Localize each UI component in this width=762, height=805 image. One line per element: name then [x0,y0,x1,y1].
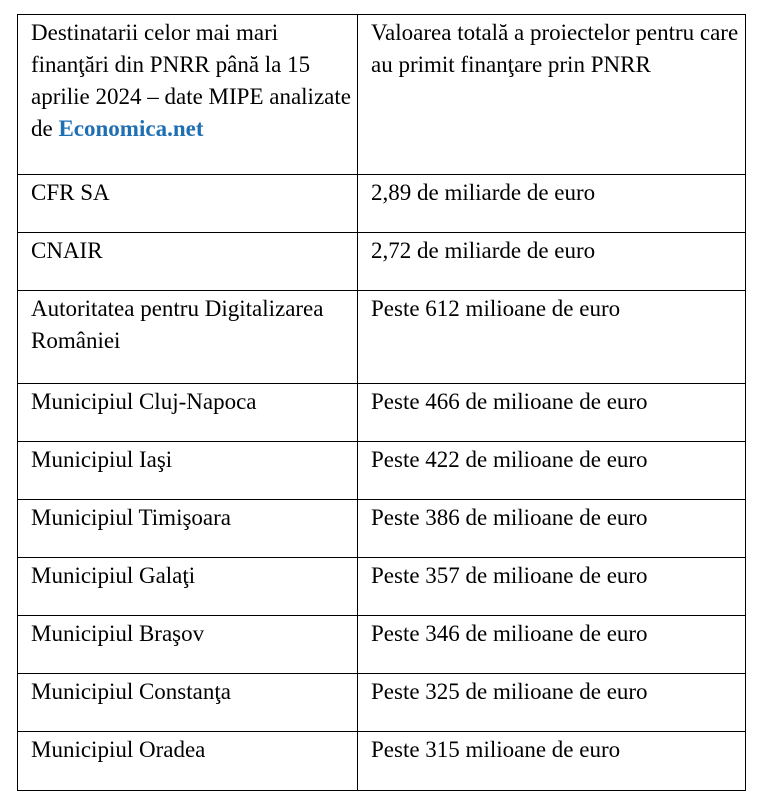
funding-value: Peste 386 de milioane de euro [358,500,746,558]
table-row [18,732,746,791]
header-recipients-cell [18,15,358,175]
recipient-name: CFR SA [18,175,358,233]
funding-value: 2,89 de miliarde de euro [358,175,746,233]
table-row [18,442,746,500]
recipient-name: Municipiul Constanţa [18,674,358,732]
economica-brand-link[interactable]: Economica.net [58,116,204,141]
table-row [18,674,746,732]
funding-value: Peste 315 milioane de euro [358,732,746,791]
recipient-name: Municipiul Oradea [18,732,358,791]
recipient-name: Municipiul Galaţi [18,558,358,616]
funding-value: Peste 422 de milioane de euro [358,442,746,500]
table-row [18,616,746,674]
header-recipients-text: Destinatarii celor mai mari finanţări din PNRR până la 15 aprilie 2024 – date MIPE analizate de [31,20,351,141]
table-header-row [18,15,746,175]
recipient-name: Municipiul Braşov [18,616,358,674]
table-row [18,291,746,384]
funding-value: Peste 325 de milioane de euro [358,674,746,732]
recipient-name: Municipiul Iaşi [18,442,358,500]
funding-table [17,14,746,791]
funding-value: Peste 612 milioane de euro [358,291,746,384]
recipient-name: CNAIR [18,233,358,291]
funding-value: Peste 357 de milioane de euro [358,558,746,616]
funding-value: 2,72 de miliarde de euro [358,233,746,291]
funding-value: Peste 466 de milioane de euro [358,384,746,442]
header-value-cell: Valoarea totală a proiectelor pentru care au primit finanţare prin PNRR [358,15,746,175]
recipient-name: Autoritatea pentru Digitalizarea României [18,291,358,384]
table-row [18,233,746,291]
recipient-name: Municipiul Timişoara [18,500,358,558]
table-row [18,558,746,616]
recipient-name: Municipiul Cluj-Napoca [18,384,358,442]
table-row [18,175,746,233]
table-row [18,500,746,558]
funding-value: Peste 346 de milioane de euro [358,616,746,674]
table-row [18,384,746,442]
